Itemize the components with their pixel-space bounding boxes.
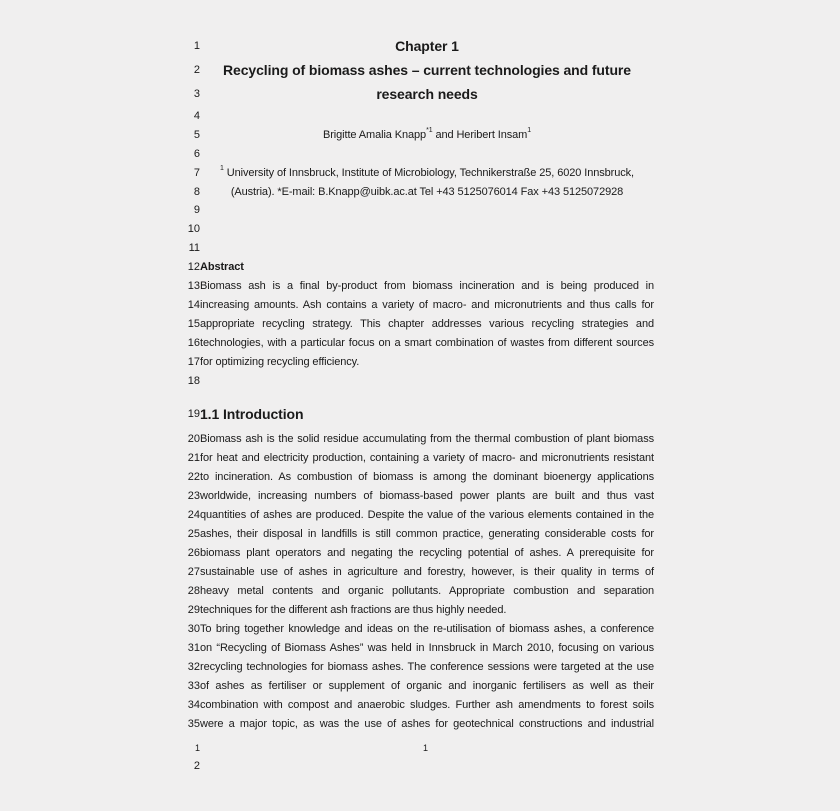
line-number: 12 (187, 261, 200, 273)
line-19 (186, 405, 654, 424)
body-text: Biomass ash is the solid residue accumulating from the thermal combustion of plant biomass (200, 433, 654, 445)
line-number: 23 (187, 490, 200, 502)
line-number: 5 (193, 129, 200, 141)
line-number: 14 (187, 299, 200, 311)
line-31 (186, 639, 654, 658)
contact-info: (Austria). *E-mail: B.Knapp@uibk.ac.at Tel +43 5125076014 Fax +43 5125072928 (230, 186, 624, 198)
body-text: heavy metal contents and organic pollutants. Appropriate combustion and separation (200, 585, 654, 597)
line-2 (186, 61, 654, 80)
line-29 (186, 601, 654, 620)
body-text: ashes, their disposal in landfills is still common practice, generating considerable costs for (200, 528, 654, 540)
line-number: 33 (187, 680, 200, 692)
line-number: 16 (187, 337, 200, 349)
line-18 (186, 372, 654, 391)
line-number: 31 (187, 642, 200, 654)
line-number: 22 (187, 471, 200, 483)
line-15 (186, 315, 654, 334)
line-13 (186, 277, 654, 296)
line-number: 11 (188, 242, 200, 254)
line-9 (186, 201, 654, 220)
line-23 (186, 487, 654, 506)
line-8 (186, 183, 654, 202)
body-text: biomass plant operators and negating the recycling potential of ashes. A prerequisite for (200, 547, 654, 559)
line-22 (186, 468, 654, 487)
affiliation-mark: 1 (527, 127, 531, 134)
line-14 (186, 296, 654, 315)
line-16 (186, 334, 654, 353)
body-text: techniques for the different ash fractions are thus highly needed. (200, 604, 507, 616)
line-number: 20 (187, 433, 200, 445)
affiliation-mark: *1 (426, 127, 433, 134)
author-name: and Heribert Insam (432, 129, 528, 141)
footnote-line-number: 1 (195, 743, 201, 753)
line-number: 21 (187, 452, 200, 464)
page-number: 1 (423, 743, 429, 753)
line-number: 2 (193, 64, 200, 76)
body-text: for heat and electricity production, containing a variety of macro- and micronutrients resistant (200, 452, 654, 464)
line-number: 32 (187, 661, 200, 673)
line-10 (186, 220, 654, 239)
line-3 (186, 85, 654, 104)
line-17 (186, 353, 654, 372)
line-number: 27 (187, 566, 200, 578)
line-34 (186, 696, 654, 715)
line-number: 13 (187, 280, 200, 292)
line-26 (186, 544, 654, 563)
line-number: 2 (193, 760, 200, 772)
line-24 (186, 506, 654, 525)
line-11 (186, 239, 654, 258)
line-4 (186, 107, 654, 126)
line-number: 9 (193, 204, 200, 216)
line-number: 6 (193, 148, 200, 160)
line-number: 8 (193, 186, 200, 198)
line-5 (186, 126, 654, 145)
body-text: recycling technologies for biomass ashes. The conference sessions were targeted at the use (200, 661, 654, 673)
line-number: 4 (193, 110, 200, 122)
line-number: 18 (187, 375, 200, 387)
line-number: 17 (187, 356, 200, 368)
chapter-title: Recycling of biomass ashes – current technologies and future (223, 62, 631, 78)
line-number: 26 (187, 547, 200, 559)
line-number: 30 (187, 623, 200, 635)
body-text: on “Recycling of Biomass Ashes” was held in Innsbruck in March 2010, focusing on various (200, 642, 654, 654)
line-1 (186, 37, 654, 56)
line-number: 15 (187, 318, 200, 330)
line-number: 25 (187, 528, 200, 540)
line-21 (186, 449, 654, 468)
abstract-heading: Abstract (200, 261, 244, 273)
line-number: 7 (193, 167, 200, 179)
body-text: to incineration. As combustion of biomass is among the dominant bioenergy applications (200, 471, 654, 483)
line-7 (186, 164, 654, 183)
line-number: 35 (187, 718, 200, 730)
chapter-title-cont: research needs (376, 86, 478, 102)
line-35 (186, 715, 654, 734)
abstract-text: increasing amounts. Ash contains a variety of macro- and micronutrients and thus calls for (200, 299, 654, 311)
line-number: 24 (187, 509, 200, 521)
line-12 (186, 258, 654, 277)
line-28 (186, 582, 654, 601)
author-name: Brigitte Amalia Knapp (323, 129, 427, 141)
line-25 (186, 525, 654, 544)
section-heading: 1.1 Introduction (200, 406, 304, 422)
abstract-text: technologies, with a particular focus on a smart combination of wastes from different sources (200, 337, 654, 349)
line-number: 19 (187, 408, 200, 420)
authors (200, 126, 654, 145)
line-number: 29 (187, 604, 200, 616)
abstract-text: appropriate recycling strategy. This chapter addresses various recycling strategies and (200, 318, 654, 330)
abstract-text: Biomass ash is a final by-product from biomass incineration and is being produced in (200, 280, 654, 292)
line-number: 34 (187, 699, 200, 711)
line-number: 28 (187, 585, 200, 597)
line-number: 3 (193, 88, 200, 100)
line-30 (186, 620, 654, 639)
body-text: sustainable use of ashes in agriculture and forestry, however, is their quality in terms of (200, 566, 654, 578)
body-text: combination with compost and anaerobic sludges. Further ash amendments to forest soils (200, 699, 654, 711)
line-27 (186, 563, 654, 582)
line-32 (186, 658, 654, 677)
body-text: were a major topic, as was the use of ashes for geotechnical constructions and industrial (200, 718, 654, 730)
line-33 (186, 677, 654, 696)
body-text: To bring together knowledge and ideas on the re-utilisation of biomass ashes, a conference (200, 623, 654, 635)
affiliation-text: University of Innsbruck, Institute of Microbiology, Technikerstraße 25, 6020 Innsbruck, (223, 167, 634, 179)
body-text: of ashes as fertiliser or supplement of organic and inorganic fertilisers as well as their (200, 680, 654, 692)
line-6 (186, 145, 654, 164)
abstract-text: for optimizing recycling efficiency. (200, 356, 360, 368)
body-text: quantities of ashes are produced. Despite the value of the various elements contained in the (200, 509, 654, 521)
line-number: 1 (193, 40, 200, 52)
chapter-label: Chapter 1 (395, 38, 459, 54)
affiliation (200, 164, 654, 183)
line-number: 10 (187, 223, 200, 235)
body-text: worldwide, increasing numbers of biomass-based power plants are built and thus vast (200, 490, 654, 502)
affiliation-mark: 1 (219, 165, 224, 172)
line-20 (186, 430, 654, 449)
